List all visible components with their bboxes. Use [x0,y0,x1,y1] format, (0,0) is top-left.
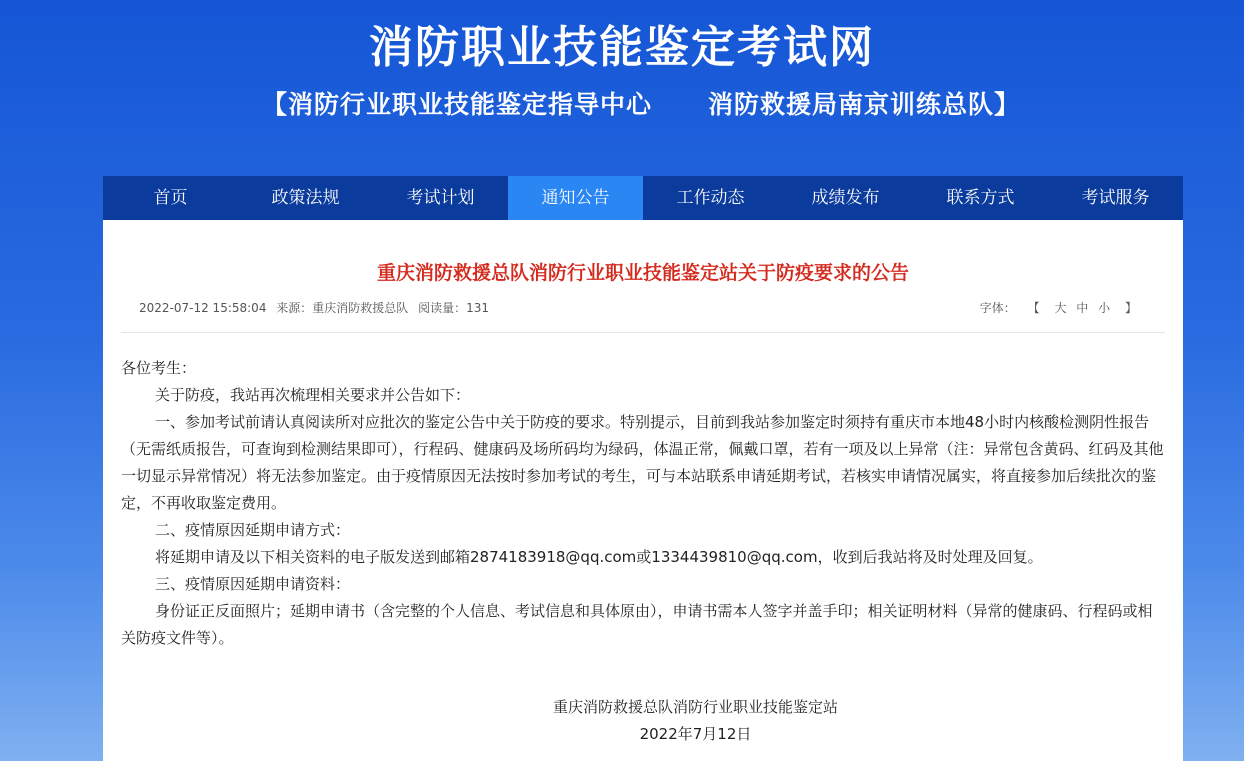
article-title: 重庆消防救援总队消防行业职业技能鉴定站关于防疫要求的公告 [376,262,909,284]
font-size-label: 字体： [979,301,1016,315]
site-title: 消防职业技能鉴定考试网 [369,22,875,73]
paragraph-intro: 关于防疫，我站再次梳理相关要求并公告如下： [155,386,471,404]
font-size-bracket-open: 【 [1027,301,1040,315]
signature-date: 2022年7月12日 [639,725,752,743]
view-count: 阅读量：131 [418,301,490,315]
publish-datetime: 2022-07-12 15:58:04 [139,301,267,315]
font-size-control [980,299,1145,317]
article-body [121,355,1165,652]
site-subtitle [0,86,1244,124]
greeting: 各位考生： [121,359,197,377]
paragraph-requirements: 一、参加考试前请认真阅读所对应批次的鉴定公告中关于防疫的要求。特别提示，目前到我站参加鉴定时须持有重庆市本地48小时内核酸检测阴性报告（无需纸质报告，可查询到检测结果即可），行程码、健康码及场所码均为绿码，体温正常，佩戴口罩，若有一项及以上异常（注：异常包含黄码、红码及其他一切显示异常情况）将无法参加鉴定。由于疫情原因无法按时参加考试的考生，可与本站联系申请延期考试，若核实申请情况属实，将直接参加后续批次的鉴定，不再收取鉴定费用。 [121,413,1164,512]
nav-item-exam-plan[interactable]: 考试计划 [406,188,475,208]
main-nav [103,176,1183,220]
paragraph-section-2-heading: 二、疫情原因延期申请方式： [155,521,351,539]
nav-item-home[interactable]: 首页 [153,188,188,208]
signature-org: 重庆消防救援总队消防行业职业技能鉴定站 [552,698,838,716]
font-size-large-link[interactable]: 大 [1054,301,1067,315]
article-panel [103,220,1183,761]
article-source: 来源：重庆消防救援总队 [276,301,409,315]
nav-item-notices[interactable]: 通知公告 [508,176,643,220]
subtitle-left: 【消防行业职业技能鉴定指导中心 [261,90,652,119]
nav-item-contact[interactable]: 联系方式 [946,188,1015,208]
paragraph-materials: 身份证正反面照片；延期申请书（含完整的个人信息、考试信息和具体原由），申请书需本人签字并盖手印；相关证明材料（异常的健康码、行程码或相关防疫文件等）。 [121,602,1153,647]
font-size-small-link[interactable]: 小 [1098,301,1111,315]
signature-block [103,694,1183,748]
paragraph-email-instructions: 将延期申请及以下相关资料的电子版发送到邮箱2874183918@qq.com或1334439810@qq.com，收到后我站将及时处理及回复。 [155,548,1043,566]
meta-divider [121,332,1165,333]
paragraph-section-3-heading: 三、疫情原因延期申请资料： [155,575,351,593]
subtitle-right: 消防救援局南京训练总队】 [708,90,1021,119]
article-meta [139,299,495,317]
font-size-medium-link[interactable]: 中 [1076,301,1089,315]
nav-item-policy[interactable]: 政策法规 [271,188,340,208]
nav-item-news[interactable]: 工作动态 [676,188,745,208]
nav-item-results[interactable]: 成绩发布 [811,188,880,208]
nav-item-exam-service[interactable]: 考试服务 [1081,188,1150,208]
font-size-bracket-close: 】 [1124,301,1137,315]
